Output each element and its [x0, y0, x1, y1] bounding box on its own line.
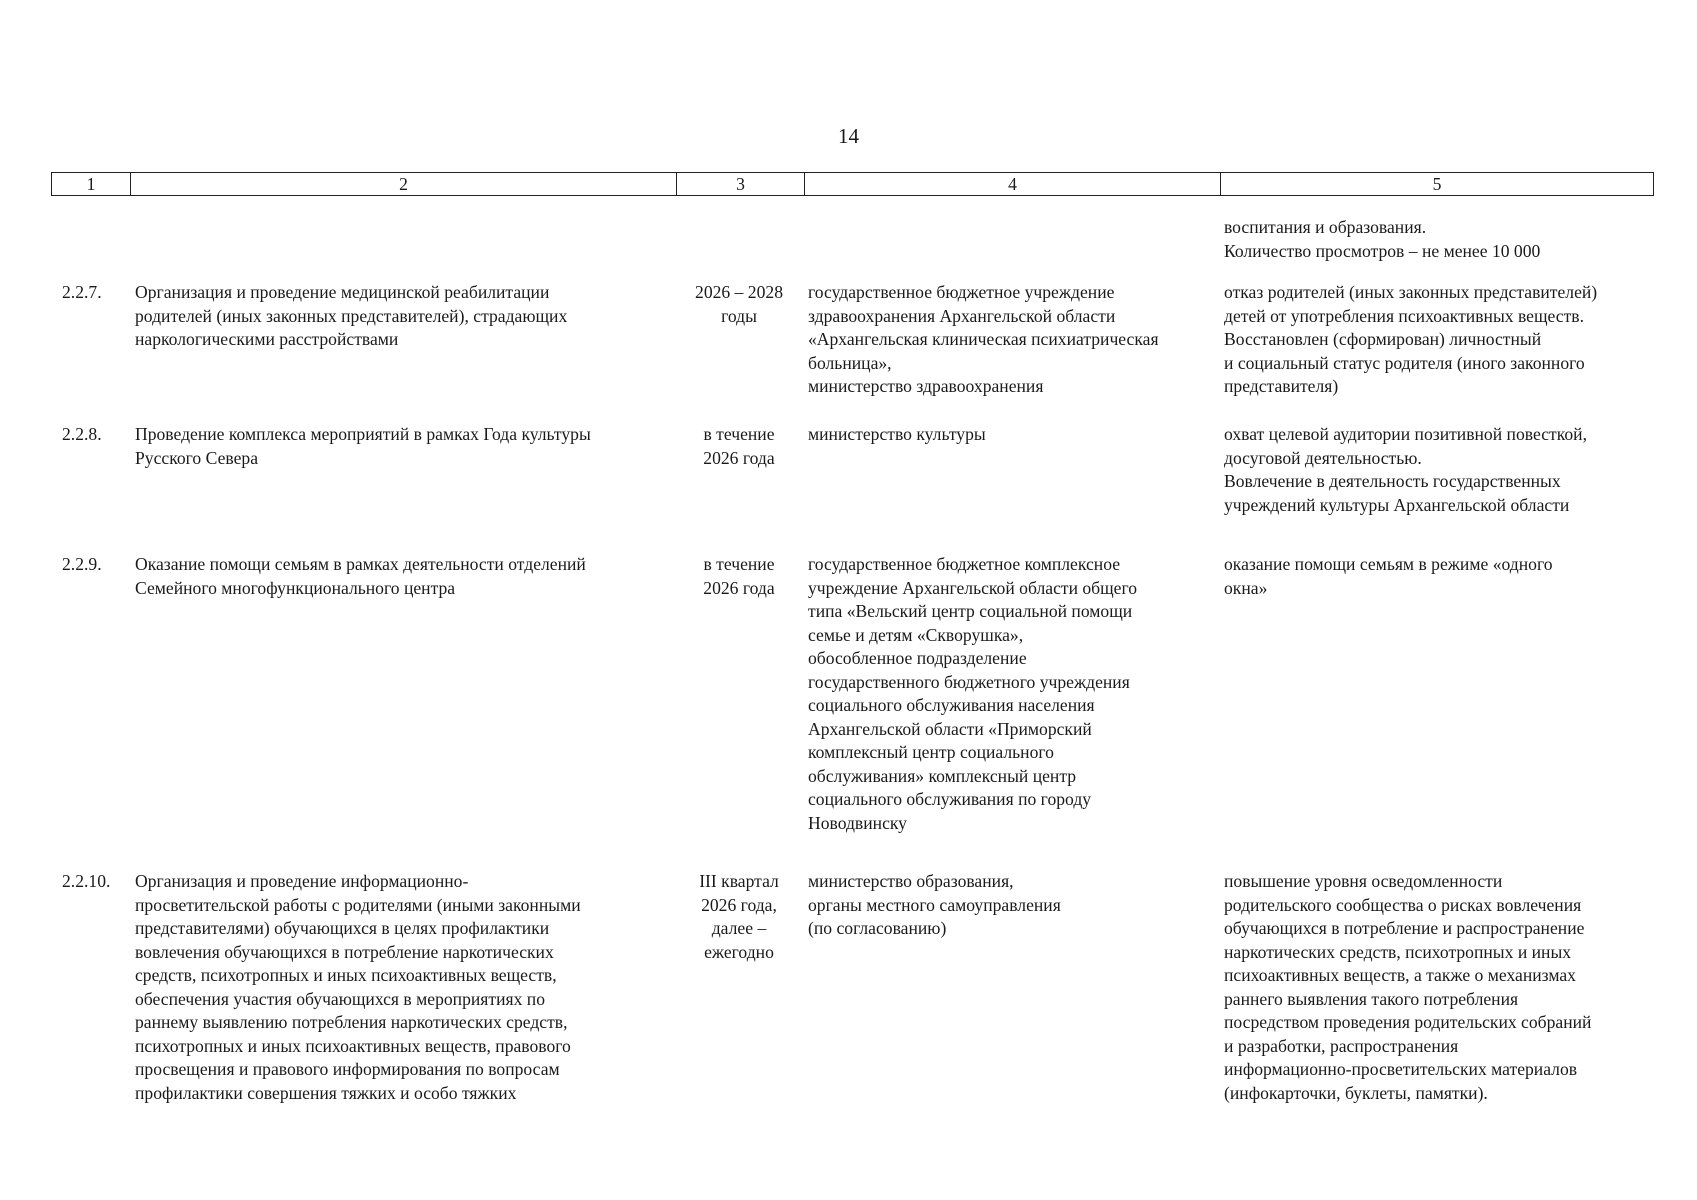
continuation-result: воспитания и образования. Количество просмотров – не менее 10 000	[1224, 217, 1541, 261]
row-executor: государственное бюджетное учреждение здравоохранения Архангельской области «Архангельская клиническая психиатрическая больница», министерство здравоохранения	[808, 282, 1159, 396]
row-period: в течение 2026 года	[703, 554, 775, 598]
row-result: охват целевой аудитории позитивной повесткой, досуговой деятельностью. Вовлечение в деятельность государственных учреждений культуры Архангельской области	[1224, 424, 1587, 515]
table-header-row	[51, 172, 1654, 196]
row-period: 2026 – 2028 годы	[695, 282, 783, 326]
row-result: повышение уровня осведомленности родительского сообщества о рисках вовлечения обучающихся в потребление и распространение наркотических средств, психотропных и иных психоактивных веществ, а также о механизмах раннего выявления такого потребления посредством проведения родительских собраний и разработки, распространения информационно-просветительских материалов (инфокарточки, буклеты, памятки).	[1224, 871, 1592, 1103]
row-result: отказ родителей (иных законных представителей) детей от употребления психоактивных веществ. Восстановлен (сформирован) личностный и социальный статус родителя (иного законного представителя)	[1224, 282, 1598, 396]
row-activity: Проведение комплекса мероприятий в рамках Года культуры Русского Севера	[135, 424, 591, 468]
page-number: 14	[838, 124, 859, 148]
row-number: 2.2.10.	[62, 871, 111, 891]
row-activity: Организация и проведение информационно- просветительской работы с родителями (иными законными представителями) обучающихся в целях профилактики вовлечения обучающихся в потребление наркотических средств, психотропных и иных психоактивных веществ, обеспечения участия обучающихся в мероприятиях по раннему выявлению потребления наркотических средств, психотропных и иных психоактивных веществ, правового просвещения и правового информирования по вопросам профилактики совершения тяжких и особо тяжких	[135, 871, 581, 1103]
header-col-4: 4	[804, 173, 1220, 195]
row-activity: Оказание помощи семьям в рамках деятельности отделений Семейного многофункционального центра	[135, 554, 586, 598]
header-col-2: 2	[130, 173, 676, 195]
row-number: 2.2.9.	[62, 554, 102, 574]
row-executor: министерство культуры	[808, 424, 986, 444]
header-col-1: 1	[86, 174, 96, 194]
row-period: в течение 2026 года	[703, 424, 775, 468]
row-number: 2.2.7.	[62, 282, 102, 302]
header-col-3: 3	[676, 173, 804, 195]
row-activity: Организация и проведение медицинской реабилитации родителей (иных законных представителей), страдающих наркологическими расстройствами	[135, 282, 568, 349]
row-executor: министерство образования, органы местного самоуправления (по согласованию)	[808, 871, 1061, 938]
row-result: оказание помощи семьям в режиме «одного окна»	[1224, 554, 1553, 598]
header-col-5: 5	[1220, 173, 1653, 195]
row-executor: государственное бюджетное комплексное учреждение Архангельской области общего типа «Вельский центр социальной помощи семье и детям «Скворушка», обособленное подразделение государственного бюджетного учреждения социального обслуживания населения Архангельской области «Приморский комплексный центр социального обслуживания» комплексный центр социального обслуживания по городу Новодвинску	[808, 554, 1138, 833]
row-number: 2.2.8.	[62, 424, 102, 444]
row-period: III квартал 2026 года, далее – ежегодно	[699, 871, 779, 962]
